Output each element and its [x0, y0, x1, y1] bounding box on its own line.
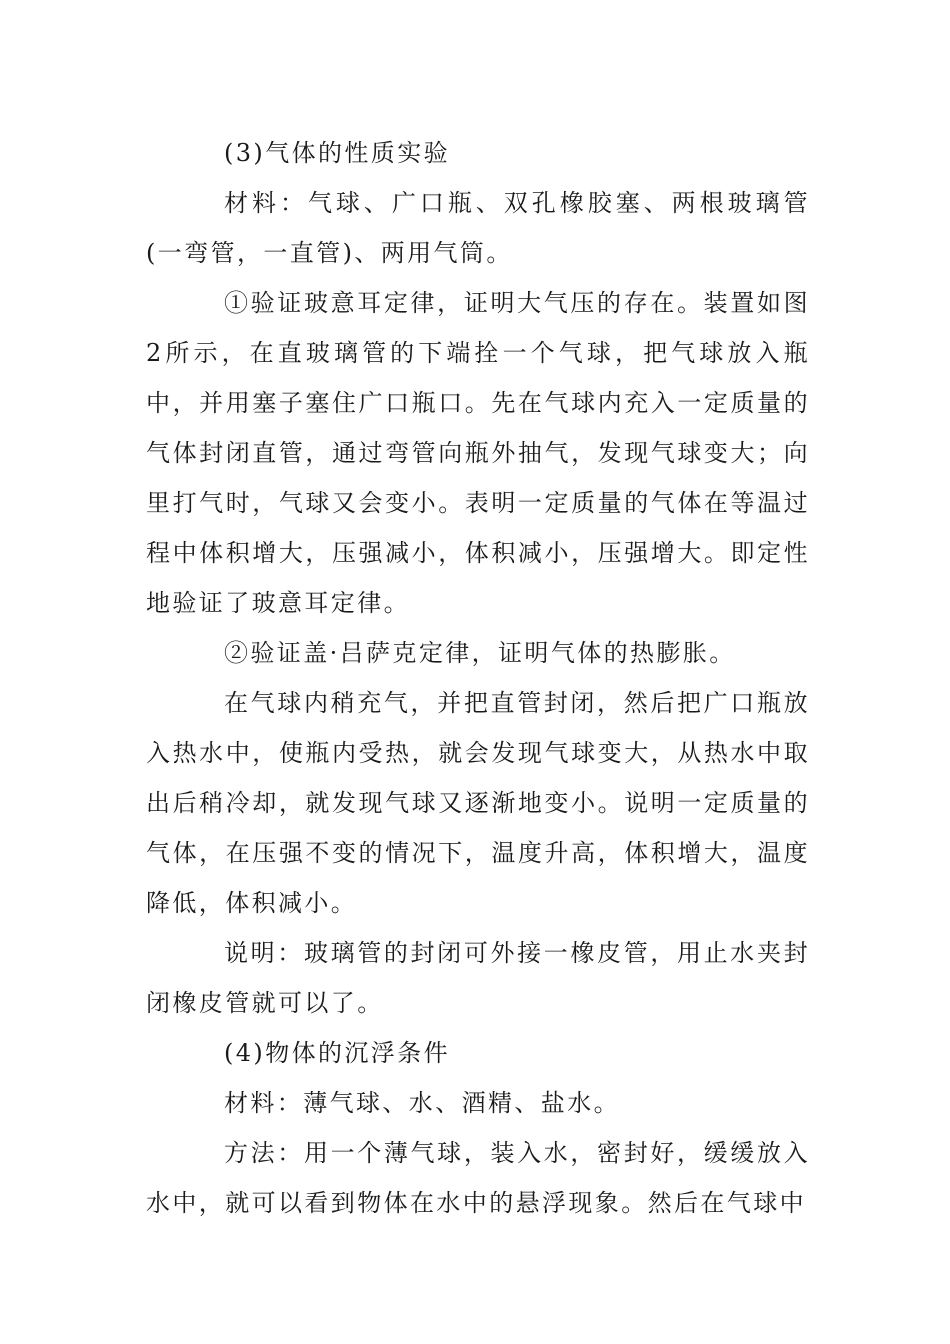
- paragraph-materials-floating: 材料：薄气球、水、酒精、盐水。: [224, 1089, 620, 1117]
- heading-floating-conditions: (4)物体的沉浮条件: [224, 1039, 450, 1067]
- document-body: [146, 128, 810, 1228]
- paragraph-method: 方法：用一个薄气球，装入水，密封好，缓缓放入水中，就可以看到物体在水中的悬浮现象。然后在气球中: [146, 1139, 810, 1217]
- paragraph-note: 说明：玻璃管的封闭可外接一橡皮管，用止水夹封闭橡皮管就可以了。: [146, 939, 810, 1017]
- heading-gas-properties-experiment: (3)气体的性质实验: [224, 139, 450, 167]
- paragraph-materials-gas: 材料：气球、广口瓶、双孔橡胶塞、两根玻璃管(一弯管，一直管)、两用气筒。: [146, 189, 810, 267]
- paragraph-gay-lussac-law: ②验证盖·吕萨克定律，证明气体的热膨胀。: [224, 639, 736, 667]
- paragraph-thermal-expansion: 在气球内稍充气，并把直管封闭，然后把广口瓶放入热水中，使瓶内受热，就会发现气球变大，从热水中取出后稍冷却，就发现气球又逐渐地变小。说明一定质量的气体，在压强不变的情况下，温度升高，体积增大，温度降低，体积减小。: [146, 689, 810, 917]
- paragraph-boyle-law: ①验证玻意耳定律，证明大气压的存在。装置如图2所示，在直玻璃管的下端拴一个气球，把气球放入瓶中，并用塞子塞住广口瓶口。先在气球内充入一定质量的气体封闭直管，通过弯管向瓶外抽气，发现气球变大；向里打气时，气球又会变小。表明一定质量的气体在等温过程中体积增大，压强减小，体积减小，压强增大。即定性地验证了玻意耳定律。: [146, 289, 810, 617]
